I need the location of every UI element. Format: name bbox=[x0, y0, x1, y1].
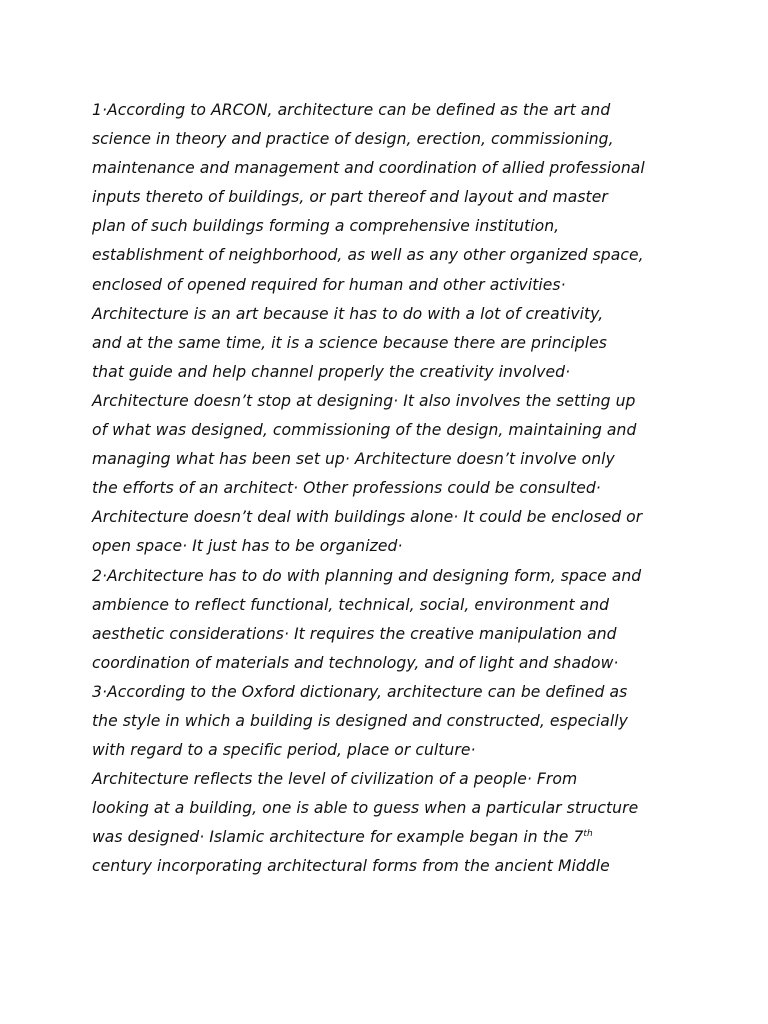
body-text bbox=[92, 96, 692, 882]
text-line: 2·Architecture has to do with planning and designing form, space and bbox=[92, 566, 642, 585]
text-line: century incorporating architectural forms from the ancient Middle bbox=[92, 857, 610, 876]
text-line: open space· It just has to be organized· bbox=[92, 537, 403, 556]
text-line: 3·According to the Oxford dictionary, architecture can be defined as bbox=[92, 682, 628, 701]
text-line: ambience to reflect functional, technical, social, environment and bbox=[92, 595, 610, 614]
text-line: 1·According to ARCON, architecture can be defined as the art and bbox=[92, 101, 611, 119]
text-line: aesthetic considerations· It requires the creative manipulation and bbox=[92, 624, 617, 643]
text-line: the style in which a building is designed and constructed, especially bbox=[92, 711, 628, 730]
text-line: science in theory and practice of design, erection, commissioning, bbox=[92, 130, 614, 149]
text-line: inputs thereto of buildings, or part thereof and layout and master bbox=[92, 188, 608, 207]
text-line: that guide and help channel properly the creativity involved· bbox=[92, 362, 571, 381]
text-line: establishment of neighborhood, as well as any other organized space, bbox=[92, 246, 644, 265]
text-line: Architecture doesn’t stop at designing· It also involves the setting up bbox=[92, 391, 636, 410]
text-line: with regard to a specific period, place or culture· bbox=[92, 741, 476, 760]
text-line: Architecture is an art because it has to do with a lot of creativity, bbox=[92, 304, 604, 323]
text-line: Architecture doesn’t deal with buildings alone· It could be enclosed or bbox=[92, 508, 643, 527]
text-line: managing what has been set up· Architecture doesn’t involve only bbox=[92, 450, 615, 469]
text-line: and at the same time, it is a science because there are principles bbox=[92, 333, 607, 352]
text-line: looking at a building, one is able to guess when a particular structure bbox=[92, 799, 639, 818]
text-line: the efforts of an architect· Other professions could be consulted· bbox=[92, 479, 601, 498]
text-line: of what was designed, commissioning of the design, maintaining and bbox=[92, 421, 637, 440]
text-line: plan of such buildings forming a comprehensive institution, bbox=[92, 217, 560, 236]
ordinal-superscript: th bbox=[583, 829, 593, 840]
text-line bbox=[92, 823, 692, 852]
text-line: enclosed of opened required for human and other activities· bbox=[92, 275, 566, 294]
text-line: maintenance and management and coordination of allied professional bbox=[92, 159, 645, 178]
text-line: Architecture reflects the level of civilization of a people· From bbox=[92, 770, 578, 789]
text-line: coordination of materials and technology, and of light and shadow· bbox=[92, 653, 619, 672]
text-segment: was designed· Islamic architecture for example began in the 7 bbox=[92, 828, 584, 847]
